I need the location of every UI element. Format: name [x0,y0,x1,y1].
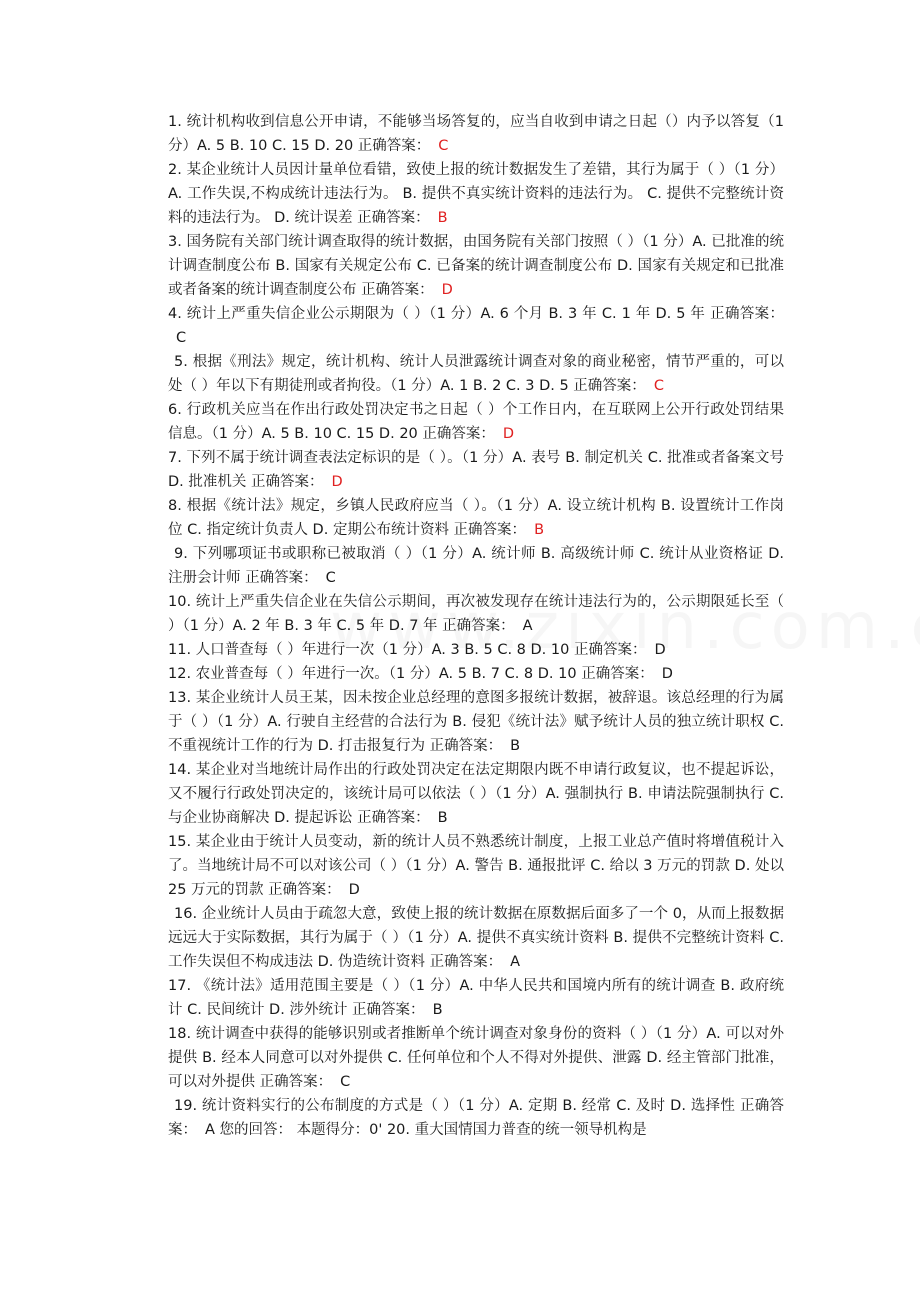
question-10 [168,590,784,638]
question-text: 16. 企业统计人员由于疏忽大意，致使上报的统计数据在原数据后面多了一个 0，从而上报数据远远大于实际数据，其行为属于（ ）（1 分）A. 提供不真实统计资料 B. 提供不完整统计资料 C. 工作失误但不构成违法 D. 伪造统计资料 正确答案： [168,906,784,970]
question-text: 13. 某企业统计人员王某，因未按企业总经理的意图多报统计数据，被辞退。该总经理的行为属于（ ）（1 分）A. 行驶自主经营的合法行为 B. 侵犯《统计法》赋予统计人员的独立统计职权 C. 不重视统计工作的行为 D. 打击报复行为 正确答案： [168,690,784,754]
question-15 [168,830,784,902]
question-16 [168,902,784,974]
question-18 [168,1022,784,1094]
correct-answer: A [510,954,521,970]
exam-questions-document [168,110,784,1142]
question-1 [168,110,784,158]
question-text: 15. 某企业由于统计人员变动，新的统计人员不熟悉统计制度，上报工业总产值时将增值税计入了。当地统计局不可以对该公司（ ）（1 分）A. 警告 B. 通报批评 C. 给以 3 万元的罚款 D. 处以 25 万元的罚款 正确答案： [168,834,784,898]
question-text: 14. 某企业对当地统计局作出的行政处罚决定在法定期限内既不申请行政复议，也不提起诉讼，又不履行行政处罚决定的，该统计局可以依法（ ）（1 分）A. 强制执行 B. 申请法院强制执行 C. 与企业协商解决 D. 提起诉讼 正确答案： [168,762,784,826]
correct-answer: D [441,282,453,298]
question-text: 8. 根据《统计法》规定，乡镇人民政府应当（ ）。（1 分）A. 设立统计机构 B. 设置统计工作岗位 C. 指定统计负责人 D. 定期公布统计资料 正确答案： [168,498,784,538]
question-tail-text: 您的回答： 本题得分：0' 20. 重大国情国力普查的统一领导机构是 [219,1122,647,1138]
question-text: 18. 统计调查中获得的能够识别或者推断单个统计调查对象身份的资料（ ）（1 分）A. 可以对外提供 B. 经本人同意可以对外提供 C. 任何单位和个人不得对外提供、泄露 D. 经主管部门批准，可以对外提供 正确答案： [168,1026,784,1090]
question-17 [168,974,784,1022]
question-7 [168,446,784,494]
question-14 [168,758,784,830]
question-text: 11. 人口普查每（ ）年进行一次（1 分）A. 3 B. 5 C. 8 D. 10 正确答案： [168,642,647,658]
question-text: 7. 下列不属于统计调查表法定标识的是（ ）。（1 分）A. 表号 B. 制定机关 C. 批准或者备案文号 D. 批准机关 正确答案： [168,450,784,490]
question-2 [168,158,784,230]
question-text: 9. 下列哪项证书或职称已被取消（ ）（1 分）A. 统计师 B. 高级统计师 C. 统计从业资格证 D. 注册会计师 正确答案： [168,546,784,586]
question-4 [168,302,784,350]
question-11 [168,638,784,662]
question-text: 5. 根据《刑法》规定，统计机构、统计人员泄露统计调查对象的商业秘密，情节严重的，可以处（ ）年以下有期徒刑或者拘役。（1 分）A. 1 B. 2 C. 3 D. 5 正确答案： [168,354,784,394]
question-13 [168,686,784,758]
question-text: 17. 《统计法》适用范围主要是（ ）（1 分）A. 中华人民共和国境内所有的统计调查 B. 政府统计 C. 民间统计 D. 涉外统计 正确答案： [168,978,784,1018]
correct-answer: B [437,210,448,226]
question-text: 6. 行政机关应当在作出行政处罚决定书之日起（ ）个工作日内，在互联网上公开行政处罚结果信息。（1 分）A. 5 B. 10 C. 15 D. 20 正确答案： [168,402,784,442]
correct-answer: A [522,618,533,634]
question-text: 4. 统计上严重失信企业公示期限为（ ）（1 分）A. 6 个月 B. 3 年 C. 1 年 D. 5 年 正确答案： [168,306,784,322]
question-9 [168,542,784,590]
correct-answer: B [510,738,521,754]
correct-answer: C [438,138,449,154]
question-19 [168,1094,784,1142]
correct-answer: A [205,1122,215,1138]
correct-answer: C [176,330,187,346]
correct-answer: D [502,426,515,442]
question-5 [168,350,784,398]
question-text: 19. 统计资料实行的公布制度的方式是（ ）（1 分）A. 定期 B. 经常 C. 及时 D. 选择性 正确答案： [168,1098,784,1138]
question-text: 1. 统计机构收到信息公开申请，不能够当场答复的，应当自收到申请之日起（）内予以答复（1 分）A. 5 B. 10 C. 15 D. 20 正确答案： [168,114,784,154]
question-text: 12. 农业普查每（ ）年进行一次。（1 分）A. 5 B. 7 C. 8 D. 10 正确答案： [168,666,654,682]
correct-answer: C [653,378,664,394]
question-text: 10. 统计上严重失信企业在失信公示期间，再次被发现存在统计违法行为的，公示期限延长至（ ）（1 分）A. 2 年 B. 3 年 C. 5 年 D. 7 年 正确答案： [168,594,784,634]
correct-answer: D [348,882,360,898]
question-text: 3. 国务院有关部门统计调查取得的统计数据，由国务院有关部门按照（ ）（1 分）A. 已批准的统计调查制度公布 B. 国家有关规定公布 C. 已备案的统计调查制度公布 D. 国家有关规定和已批准或者备案的统计调查制度公布 正确答案： [168,234,784,298]
question-8 [168,494,784,542]
correct-answer: B [437,810,448,826]
correct-answer: C [340,1074,351,1090]
correct-answer: C [325,570,336,586]
correct-answer: D [661,666,673,682]
correct-answer: B [534,522,545,538]
correct-answer: B [432,1002,443,1018]
question-3 [168,230,784,302]
correct-answer: D [331,474,343,490]
question-6 [168,398,784,446]
correct-answer: D [654,642,666,658]
question-12 [168,662,784,686]
question-text: 2. 某企业统计人员因计量单位看错，致使上报的统计数据发生了差错，其行为属于（ ）（1 分）A. 工作失误,不构成统计违法行为。 B. 提供不真实统计资料的违法行为。 C. 提供不完整统计资料的违法行为。 D. 统计误差 正确答案： [168,162,784,226]
